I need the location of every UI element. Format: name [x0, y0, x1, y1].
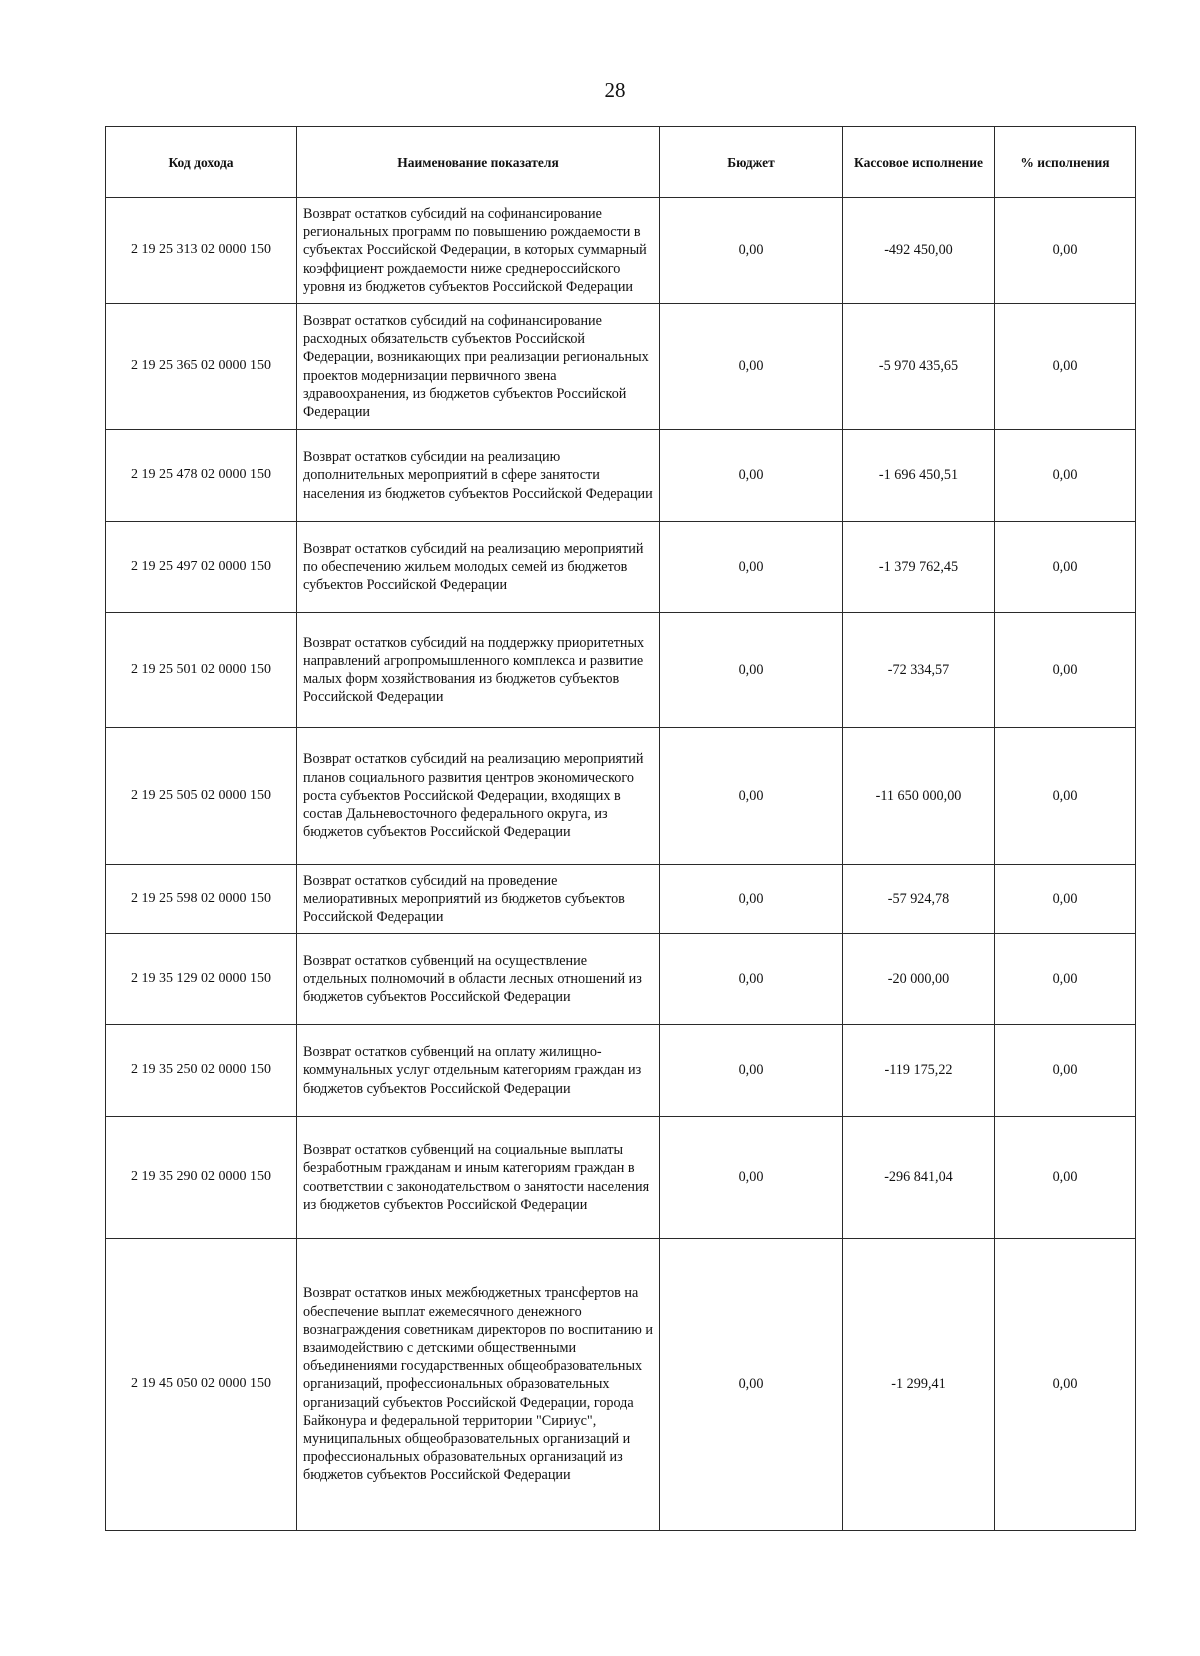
- cell-percent: 0,00: [995, 1025, 1136, 1117]
- cell-percent: 0,00: [995, 728, 1136, 865]
- cell-budget: 0,00: [660, 728, 843, 865]
- cell-name: Возврат остатков субсидий на софинансирование региональных программ по повышению рождаемости в субъектах Российской Федерации, в которых суммарный коэффициент рождаемости ниже среднероссийского уровня из бюджетов субъектов Российской Федерации: [297, 198, 660, 304]
- table-row: [106, 934, 1136, 1025]
- cell-percent: 0,00: [995, 934, 1136, 1025]
- table-row: [106, 728, 1136, 865]
- revenue-table: [105, 126, 1136, 1531]
- header-code: Код дохода: [106, 127, 297, 198]
- cell-name: Возврат остатков субсидий на проведение мелиоративных мероприятий из бюджетов субъектов Российской Федерации: [297, 865, 660, 934]
- cell-code: 2 19 25 598 02 0000 150: [106, 865, 297, 934]
- cell-name: Возврат остатков субвенций на социальные выплаты безработным гражданам и иным категориям граждан в соответствии с законодательством о занятости населения из бюджетов субъектов Российской Федерации: [297, 1117, 660, 1239]
- cell-cash: -296 841,04: [843, 1117, 995, 1239]
- page-number: 28: [604, 78, 626, 102]
- cell-percent: 0,00: [995, 522, 1136, 613]
- cell-code: 2 19 25 505 02 0000 150: [106, 728, 297, 865]
- cell-code: 2 19 25 478 02 0000 150: [106, 430, 297, 522]
- table-row: [106, 865, 1136, 934]
- cell-name: Возврат остатков субсидий на софинансирование расходных обязательств субъектов Российской Федерации, возникающих при реализации региональных проектов модернизации первичного звена здравоохранения, из бюджетов субъектов Российской Федерации: [297, 304, 660, 430]
- cell-percent: 0,00: [995, 613, 1136, 728]
- cell-cash: -20 000,00: [843, 934, 995, 1025]
- table-row: [106, 613, 1136, 728]
- header-name: Наименование показателя: [297, 127, 660, 198]
- header-budget: Бюджет: [660, 127, 843, 198]
- table-row: [106, 198, 1136, 304]
- cell-name: Возврат остатков субсидий на поддержку приоритетных направлений агропромышленного комплекса и развитие малых форм хозяйствования из бюджетов субъектов Российской Федерации: [297, 613, 660, 728]
- table-row: [106, 522, 1136, 613]
- cell-percent: 0,00: [995, 865, 1136, 934]
- table-row: [106, 1117, 1136, 1239]
- table-row: [106, 430, 1136, 522]
- cell-code: 2 19 25 365 02 0000 150: [106, 304, 297, 430]
- table-header: [106, 127, 1136, 198]
- cell-cash: -5 970 435,65: [843, 304, 995, 430]
- cell-cash: -119 175,22: [843, 1025, 995, 1117]
- cell-cash: -1 696 450,51: [843, 430, 995, 522]
- cell-name: Возврат остатков субвенций на оплату жилищно-коммунальных услуг отдельным категориям граждан из бюджетов субъектов Российской Федерации: [297, 1025, 660, 1117]
- cell-budget: 0,00: [660, 304, 843, 430]
- cell-cash: -492 450,00: [843, 198, 995, 304]
- cell-percent: 0,00: [995, 1117, 1136, 1239]
- header-row: [106, 127, 1136, 198]
- cell-budget: 0,00: [660, 1117, 843, 1239]
- cell-budget: 0,00: [660, 1025, 843, 1117]
- cell-name: Возврат остатков субсидии на реализацию дополнительных мероприятий в сфере занятости населения из бюджетов субъектов Российской Федерации: [297, 430, 660, 522]
- cell-budget: 0,00: [660, 934, 843, 1025]
- cell-name: Возврат остатков субвенций на осуществление отдельных полномочий в области лесных отношений из бюджетов субъектов Российской Федерации: [297, 934, 660, 1025]
- cell-budget: 0,00: [660, 430, 843, 522]
- cell-code: 2 19 25 497 02 0000 150: [106, 522, 297, 613]
- cell-name: Возврат остатков субсидий на реализацию мероприятий планов социального развития центров экономического роста субъектов Российской Федерации, входящих в состав Дальневосточного федерального округа, из бюджетов субъектов Российской Федерации: [297, 728, 660, 865]
- header-percent: % исполнения: [995, 127, 1136, 198]
- cell-percent: 0,00: [995, 430, 1136, 522]
- cell-name: Возврат остатков субсидий на реализацию мероприятий по обеспечению жильем молодых семей из бюджетов субъектов Российской Федерации: [297, 522, 660, 613]
- cell-percent: 0,00: [995, 198, 1136, 304]
- cell-cash: -1 379 762,45: [843, 522, 995, 613]
- cell-cash: -1 299,41: [843, 1239, 995, 1531]
- table-row: [106, 1239, 1136, 1531]
- table-row: [106, 1025, 1136, 1117]
- cell-percent: 0,00: [995, 304, 1136, 430]
- table-body: [106, 198, 1136, 1531]
- cell-code: 2 19 35 290 02 0000 150: [106, 1117, 297, 1239]
- cell-budget: 0,00: [660, 198, 843, 304]
- cell-cash: -57 924,78: [843, 865, 995, 934]
- cell-code: 2 19 45 050 02 0000 150: [106, 1239, 297, 1531]
- cell-budget: 0,00: [660, 522, 843, 613]
- cell-code: 2 19 35 250 02 0000 150: [106, 1025, 297, 1117]
- table-row: [106, 304, 1136, 430]
- cell-percent: 0,00: [995, 1239, 1136, 1531]
- cell-code: 2 19 25 313 02 0000 150: [106, 198, 297, 304]
- cell-budget: 0,00: [660, 613, 843, 728]
- cell-code: 2 19 35 129 02 0000 150: [106, 934, 297, 1025]
- cell-code: 2 19 25 501 02 0000 150: [106, 613, 297, 728]
- cell-budget: 0,00: [660, 865, 843, 934]
- header-cash-execution: Кассовое исполнение: [843, 127, 995, 198]
- cell-cash: -11 650 000,00: [843, 728, 995, 865]
- cell-budget: 0,00: [660, 1239, 843, 1531]
- cell-name: Возврат остатков иных межбюджетных трансфертов на обеспечение выплат ежемесячного денежного вознаграждения советникам директоров по воспитанию и взаимодействию с детскими общественными объединениями государственных общеобразовательных организаций, профессиональных образовательных организаций субъектов Российской Федерации, города Байконура и федеральной территории "Сириус", муниципальных общеобразовательных организаций и профессиональных образовательных организаций из бюджетов субъектов Российской Федерации: [297, 1239, 660, 1531]
- cell-cash: -72 334,57: [843, 613, 995, 728]
